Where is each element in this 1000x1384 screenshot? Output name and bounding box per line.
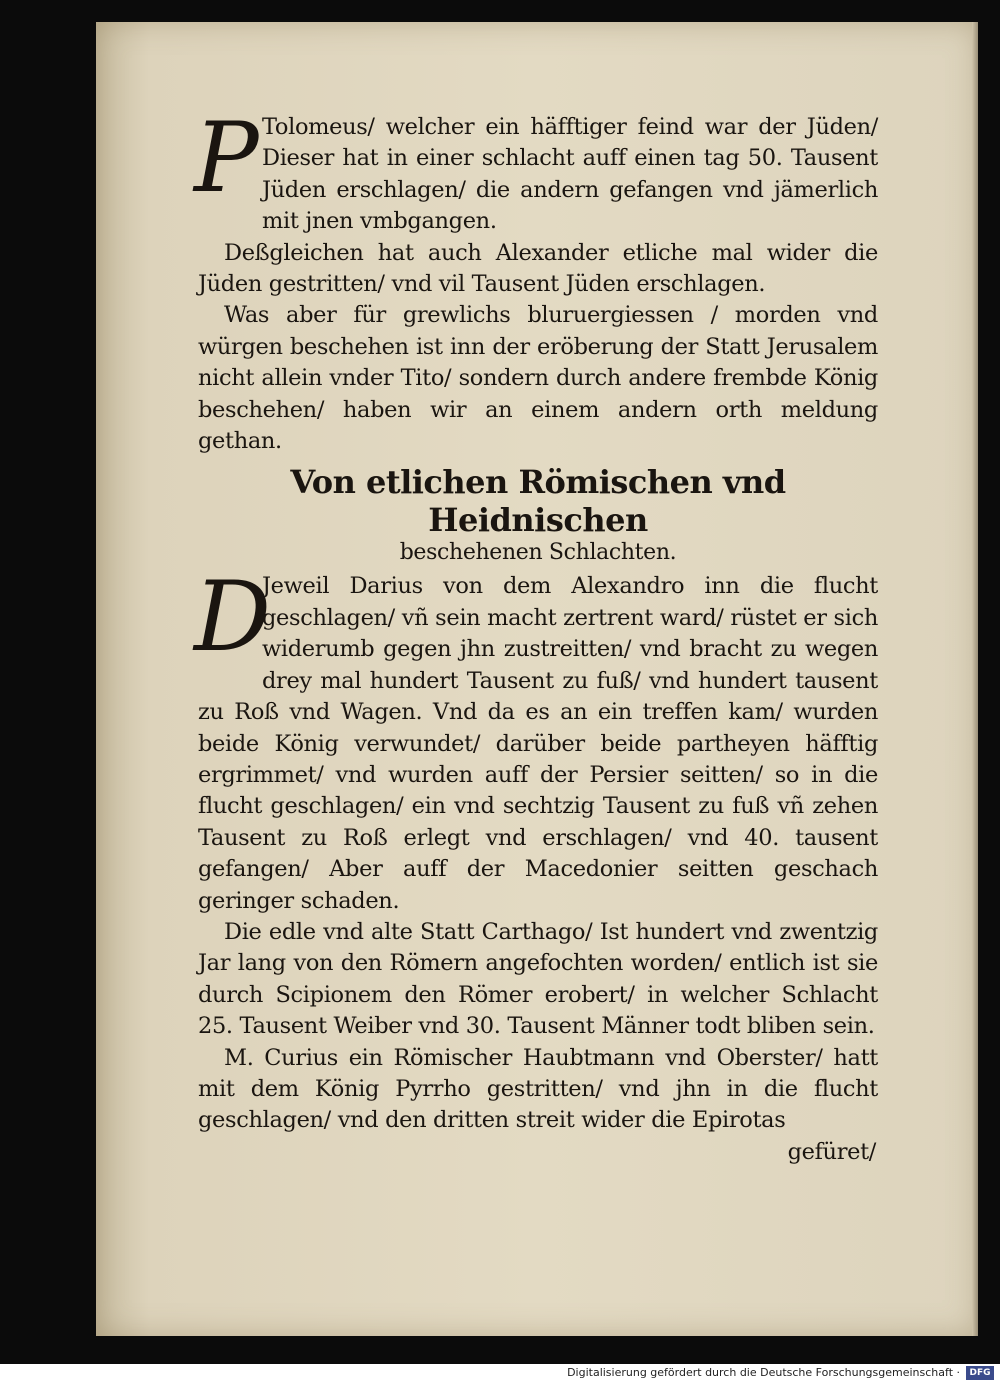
paragraph-3: Was aber für grewlichs bluruergiessen / morden vnd würgen beschehen ist inn der eröberung der Statt Jerusalem nicht allein vnder Tito/ sondern durch andere frembde König beschehen/ haben wir an einem andern orth meldung gethan. — [198, 302, 878, 455]
section-subheading: beschehenen Schlachten. — [399, 540, 677, 566]
paragraph-5: Die edle vnd alte Statt Carthago/ Ist hundert vnd zwentzig Jar lang von den Römern angefochten worden/ entlich ist sie durch Scipionem den Römer erobert/ in welcher Schlacht 25. Tausent Weiber vnd 30. Tausent Männer todt bliben sein. — [198, 918, 878, 1040]
footer-credit: Digitalisierung gefördert durch die Deutsche Forschungsgemeinschaft · — [567, 1366, 960, 1379]
page-edge — [972, 22, 978, 1336]
drop-cap-d: D — [194, 561, 271, 674]
paragraph-1-text: Tolomeus/ welcher ein häfftiger feind war der Jüden/ Dieser hat in einer schlacht auff einen tag 50. Tausent Jüden erschlagen/ die andern gefangen vnd jämerlich mit jnen vmbgangen. — [262, 114, 878, 235]
section-heading: Von etlichen Römischen vnd Heidnischen — [290, 463, 786, 540]
paragraph-6: M. Curius ein Römischer Haubtmann vnd Oberster/ hatt mit dem König Pyrrho gestritten/ vnd jhn in die flucht geschlagen/ vnd den dritten streit wider die Epirotas — [198, 1044, 878, 1134]
footer-bar — [0, 1364, 1000, 1384]
drop-cap-p: P — [194, 102, 259, 214]
paragraph-4 — [194, 561, 878, 916]
page-text-block — [194, 102, 878, 1168]
paragraph-1 — [194, 102, 878, 238]
catchword: gefüret/ — [787, 1138, 876, 1165]
paragraph-4-text: Jeweil Darius von dem Alexandro inn die flucht geschlagen/ vñ sein macht zertrent ward/ rüstet er sich widerumb gegen jhn zustreitten/ vnd bracht zu wegen drey mal hundert Tausent zu fuß/ vnd hundert tausent zu Roß vnd Wagen. Vnd da es an ein treffen kam/ wurden beide König verwundet/ darüber beide partheyen häfftig ergrimmet/ vnd wurden auff der Persier seitten/ so in die flucht geschlagen/ ein vnd sechtzig Tausent zu fuß vñ zehen Tausent zu Roß erlegt vnd erschlagen/ vnd 40. tausent gefangen/ Aber auff der Macedonier seitten geschach geringer schaden. — [198, 573, 878, 914]
dfg-logo: DFG — [966, 1366, 994, 1380]
paragraph-2: Deßgleichen hat auch Alexander etliche mal wider die Jüden gestritten/ vnd vil Tausent Jüden erschlagen. — [198, 239, 878, 298]
